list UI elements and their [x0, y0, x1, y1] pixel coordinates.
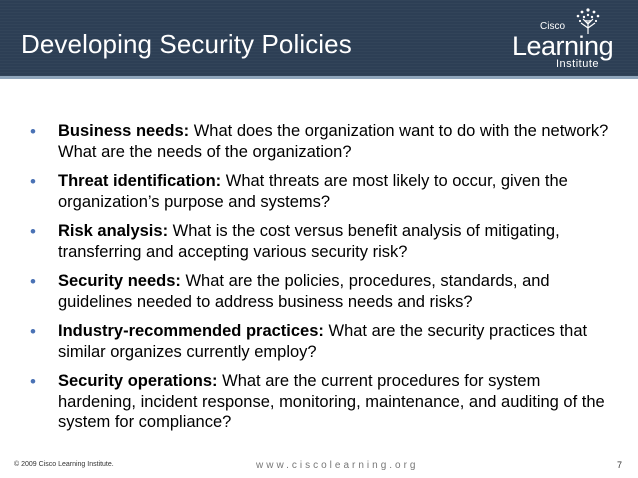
bullet-item — [30, 121, 610, 162]
footer-url: www.ciscolearning.org — [256, 460, 419, 471]
bullet-term: Threat identification: — [58, 172, 222, 190]
bullet-term: Security needs: — [58, 272, 181, 290]
footer-copyright: © 2009 Cisco Learning Institute. — [14, 461, 114, 468]
bullet-term: Security operations: — [58, 372, 218, 390]
header-divider — [0, 76, 638, 79]
bullet-term: Risk analysis: — [58, 222, 169, 240]
logo-brand-text: Cisco — [540, 21, 566, 32]
slide-title: Developing Security Policies — [21, 29, 352, 59]
logo-main-text: Learning — [512, 31, 614, 61]
bullet-text: What is the cost versus benefit analysis of mitigating, transferring and accepting various security risk? — [58, 222, 560, 261]
bullet-item — [30, 271, 610, 312]
bullet-dot-icon: • — [30, 322, 36, 341]
bullet-dot-icon: • — [30, 222, 36, 241]
bullet-text: What are the current procedures for system hardening, incident response, monitoring, maintenance, and auditing of the system for compliance? — [58, 372, 605, 431]
bullet-item — [30, 371, 610, 433]
bullet-dot-icon: • — [30, 122, 36, 141]
bullet-text: What are the security practices that similar organizes currently employ? — [58, 322, 588, 361]
bullet-text: What threats are most likely to occur, given the organization’s purpose and systems? — [58, 172, 568, 211]
bullet-term: Business needs: — [58, 122, 190, 140]
bullet-dot-icon: • — [30, 172, 36, 191]
bullet-text: What are the policies, procedures, standards, and guidelines needed to address business needs and risks? — [58, 272, 550, 311]
bullet-item — [30, 171, 610, 212]
bullet-list — [30, 121, 610, 442]
bullet-item — [30, 221, 610, 262]
bullet-dot-icon: • — [30, 372, 36, 391]
bullet-text: What does the organization want to do with the network? What are the needs of the organization? — [58, 122, 609, 161]
cisco-learning-institute-logo — [506, 6, 634, 72]
bullet-term: Industry-recommended practices: — [58, 322, 324, 340]
page-number: 7 — [617, 460, 623, 470]
logo-sub-text: Institute — [556, 58, 600, 70]
bullet-dot-icon: • — [30, 272, 36, 291]
bullet-item — [30, 321, 610, 362]
